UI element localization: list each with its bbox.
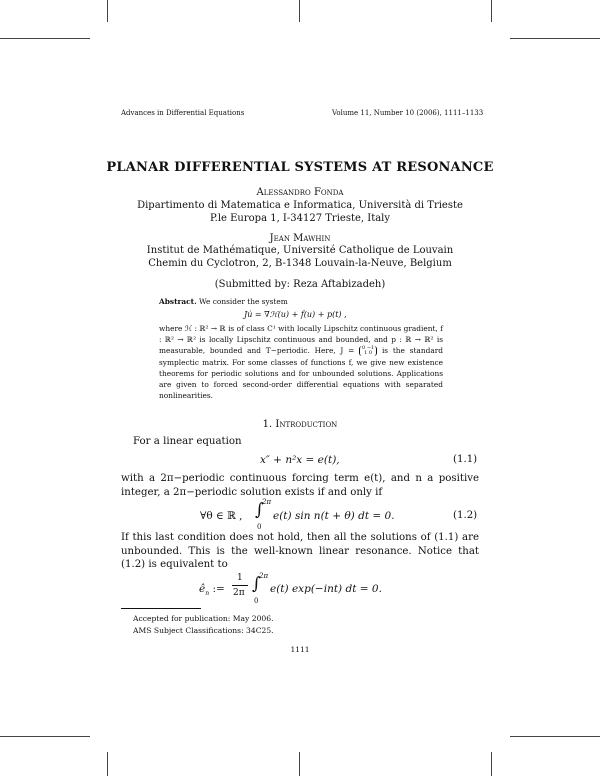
crop-mark — [299, 752, 300, 776]
affiliation-line: Institut de Mathématique, Université Catholique de Louvain — [146, 245, 454, 256]
submitted-by: (Submitted by: Reza Aftabizadeh) — [214, 279, 386, 290]
abstract-label: Abstract. — [159, 297, 197, 306]
crop-mark — [107, 752, 108, 776]
footnote-rule — [121, 608, 201, 609]
page-number: 1111 — [290, 645, 310, 654]
fourier-coefficient: $ê_n$ := — [199, 583, 225, 598]
crop-mark — [0, 38, 90, 39]
crop-mark — [107, 0, 108, 22]
integral-sign: ∫ — [252, 574, 261, 594]
integral-sign: ∫ — [255, 500, 264, 520]
affiliation-line: Chemin du Cyclotron, 2, B-1348 Louvain-la-Neuve, Belgium — [148, 258, 452, 269]
author-name: Jean Mawhin — [269, 233, 331, 244]
integral-lower: 0 — [254, 597, 259, 605]
fraction-denominator: 2π — [233, 588, 245, 598]
equation-1-2-quantifier: ∀θ ∈ ℝ , — [200, 510, 243, 522]
integral-upper: 2π — [262, 498, 272, 506]
abstract-intro — [159, 296, 443, 307]
integral-upper: 2π — [259, 572, 269, 580]
paragraph: For a linear equation — [133, 436, 242, 447]
crop-mark — [491, 752, 492, 776]
affiliation-line: P.le Europa 1, I-34127 Trieste, Italy — [209, 213, 391, 224]
author-name: Alessandro Fonda — [256, 187, 344, 198]
paragraph: with a 2π−periodic continuous forcing term e(t), and n a positive integer, a 2π−periodic solution exists if and only if — [121, 473, 479, 498]
fraction-bar — [232, 585, 248, 586]
paragraph: If this last condition does not hold, then all the solutions of (1.1) are unbounded. This is the well-known linear resonance. Notice that (1.2) is equivalent to — [121, 532, 479, 570]
section-heading: 1. Introduction — [262, 419, 338, 430]
abstract-equation: Ju̇ = ∇ℋ(u) + f(u) + p(t) , — [244, 310, 347, 319]
integral-lower: 0 — [257, 523, 262, 531]
footnote: Accepted for publication: May 2006. — [133, 614, 274, 623]
abstract-body — [159, 323, 443, 401]
crop-mark — [491, 0, 492, 22]
journal-name: Advances in Differential Equations — [121, 109, 245, 117]
equation-number: (1.1) — [453, 454, 478, 465]
footnote: AMS Subject Classifications: 34C25. — [133, 626, 274, 635]
crop-mark — [510, 38, 600, 39]
affiliation-line: Dipartimento di Matematica e Informatica, Università di Trieste — [137, 200, 463, 211]
symplectic-matrix: 0 −1 1 0 — [359, 346, 377, 356]
equation-body: e(t) exp(−int) dt = 0. — [270, 583, 382, 595]
abstract-text: is the standard symplectic matrix. For some classes of functions f, we give new existence theorems for periodic solutions and for unbounded solutions. Applications are given to forced second-order differential equations with separated nonlinearities. — [159, 346, 443, 401]
fraction-numerator: 1 — [237, 573, 243, 583]
volume-info: Volume 11, Number 10 (2006), 1111–1133 — [332, 109, 484, 117]
abstract-intro-text: We consider the system — [199, 297, 288, 306]
equation-number: (1.2) — [453, 510, 478, 521]
crop-mark — [0, 736, 90, 737]
crop-mark — [510, 736, 600, 737]
abstract-text: where ℋ : ℝ² → ℝ is of class C¹ with locally Lipschitz continuous gradient, f : ℝ² → ℝ² is locally Lipschitz continuous and bounded, and p : ℝ → ℝ² is measurable, bounded and T−periodic. Here, J = — [159, 324, 443, 356]
paper-title: PLANAR DIFFERENTIAL SYSTEMS AT RESONANCE — [106, 160, 494, 175]
equation-1-1: x″ + n²x = e(t), — [260, 454, 340, 466]
crop-mark — [299, 0, 300, 22]
equation-1-2-body: e(t) sin n(t + θ) dt = 0. — [273, 510, 395, 522]
